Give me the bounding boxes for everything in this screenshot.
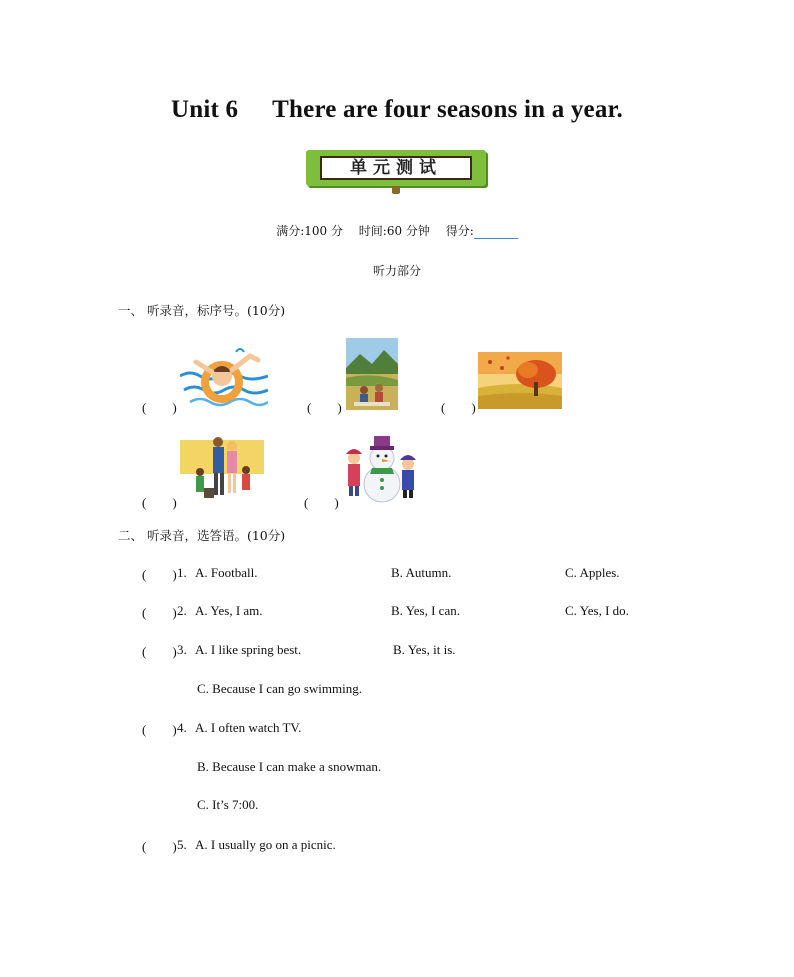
score-blank[interactable] bbox=[474, 226, 518, 239]
answer-paren-4[interactable]: ( ) bbox=[142, 495, 177, 510]
q4-option-a[interactable]: A. I often watch TV. bbox=[195, 720, 302, 735]
answer-paren-1[interactable]: ( ) bbox=[142, 400, 177, 415]
q5-paren[interactable]: ( ) bbox=[142, 839, 177, 854]
banner-hanger bbox=[392, 186, 400, 194]
q2-num: 2. bbox=[177, 603, 187, 618]
title-sentence: There are four seasons in a year. bbox=[272, 96, 623, 123]
q5-option-a[interactable]: A. I usually go on a picnic. bbox=[195, 837, 336, 852]
q2-option-a[interactable]: A. Yes, I am. bbox=[195, 603, 263, 618]
banner-label: 单元测试 bbox=[320, 156, 472, 180]
swimming-boy-icon bbox=[180, 346, 268, 410]
score-label: 得分: bbox=[446, 224, 518, 238]
autumn-tree-icon bbox=[478, 352, 562, 409]
time-limit: 时间:60 分钟 bbox=[358, 224, 430, 238]
exam-meta bbox=[0, 222, 794, 239]
section2-heading: 二、 听录音，选答语。(10分) bbox=[118, 528, 286, 543]
picnic-scene-icon bbox=[346, 338, 398, 410]
answer-paren-3[interactable]: ( ) bbox=[441, 400, 476, 415]
q3-option-a[interactable]: A. I like spring best. bbox=[195, 642, 302, 657]
q4-option-b[interactable]: B. Because I can make a snowman. bbox=[197, 759, 382, 774]
listening-part-heading: 听力部分 bbox=[372, 264, 421, 278]
q1-option-c[interactable]: C. Apples. bbox=[565, 565, 620, 580]
q4-option-c[interactable]: C. It’s 7:00. bbox=[197, 797, 259, 812]
q3-num: 3. bbox=[177, 642, 187, 657]
q4-num: 4. bbox=[177, 720, 187, 735]
q1-paren[interactable]: ( ) bbox=[142, 567, 177, 582]
q3-option-c[interactable]: C. Because I can go swimming. bbox=[197, 681, 362, 696]
q5-num: 5. bbox=[177, 837, 187, 852]
unit-test-banner bbox=[306, 150, 488, 188]
answer-paren-5[interactable]: ( ) bbox=[304, 495, 339, 510]
section1-heading: 一、 听录音，标序号。(10分) bbox=[118, 303, 286, 318]
q2-option-c[interactable]: C. Yes, I do. bbox=[565, 603, 629, 618]
q1-num: 1. bbox=[177, 565, 187, 580]
unit-label: Unit 6 bbox=[170, 96, 239, 123]
q3-option-b[interactable]: B. Yes, it is. bbox=[393, 642, 456, 657]
page-title bbox=[0, 96, 794, 124]
q1-option-a[interactable]: A. Football. bbox=[195, 565, 258, 580]
q1-option-b[interactable]: B. Autumn. bbox=[391, 565, 452, 580]
summer-family-icon bbox=[180, 432, 264, 504]
q4-paren[interactable]: ( ) bbox=[142, 722, 177, 737]
q3-paren[interactable]: ( ) bbox=[142, 644, 177, 659]
answer-paren-2[interactable]: ( ) bbox=[307, 400, 342, 415]
full-marks: 满分:100 分 bbox=[276, 224, 343, 238]
snowman-kids-icon bbox=[342, 428, 418, 504]
q2-paren[interactable]: ( ) bbox=[142, 605, 177, 620]
q2-option-b[interactable]: B. Yes, I can. bbox=[391, 603, 460, 618]
